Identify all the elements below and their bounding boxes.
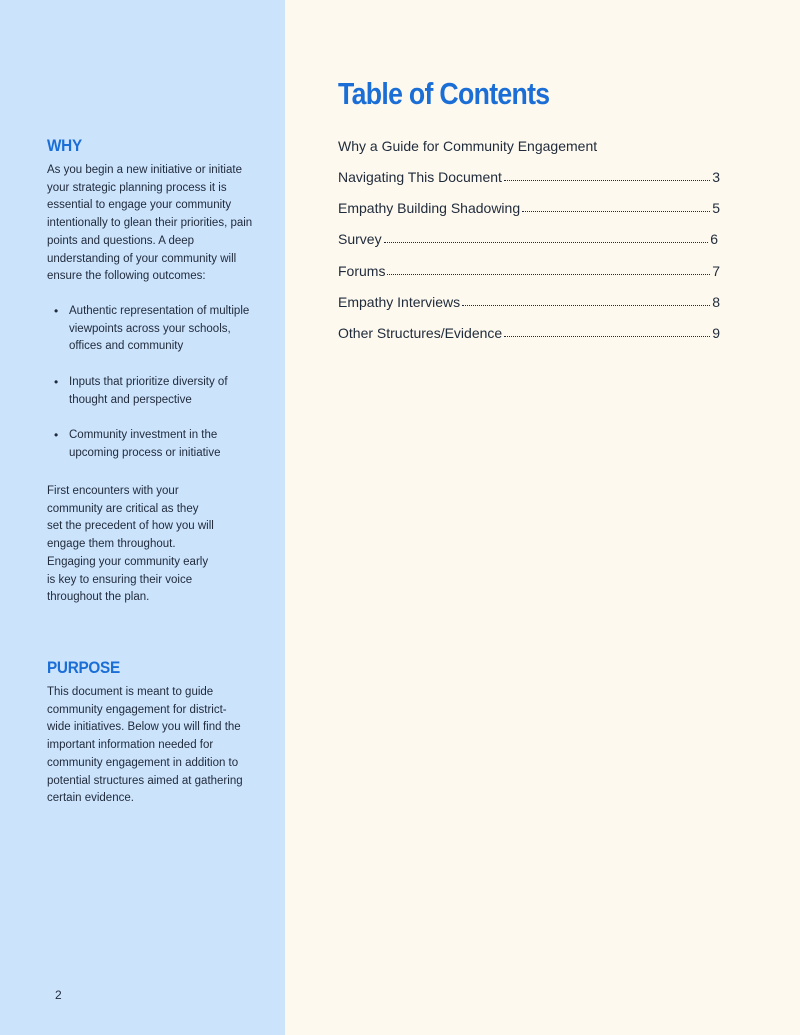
toc-entry[interactable] bbox=[338, 231, 718, 247]
toc-entry-page: 7 bbox=[712, 263, 720, 279]
outcomes-list bbox=[47, 303, 267, 356]
list-item: • Inputs that prioritize diversity of thought and perspective bbox=[47, 374, 267, 409]
toc-leader-dots bbox=[504, 180, 710, 181]
toc-title: Table of Contents bbox=[338, 76, 550, 111]
toc-leader-dots bbox=[504, 336, 710, 337]
purpose-heading: PURPOSE bbox=[47, 658, 120, 677]
toc-entry[interactable] bbox=[338, 138, 720, 154]
page-number: 2 bbox=[55, 988, 62, 1002]
outcomes-list bbox=[47, 374, 267, 409]
toc-entry-page: 8 bbox=[712, 294, 720, 310]
why-closing: First encounters with your community are critical as they set the precedent of how you will engage them throughout. Engaging your community early is key to ensuring their voice throughout the plan. bbox=[47, 485, 214, 604]
toc-entry-page: 5 bbox=[712, 200, 720, 216]
toc-entry[interactable] bbox=[338, 294, 720, 310]
toc-entry-label: Forums bbox=[338, 263, 386, 279]
toc-leader-dots bbox=[462, 305, 710, 306]
toc-entry-label: Navigating This Document bbox=[338, 169, 502, 185]
toc-entry-label: Other Structures/Evidence bbox=[338, 325, 503, 341]
toc-entry-page: 6 bbox=[710, 231, 718, 247]
toc-entry-page: 3 bbox=[712, 169, 720, 185]
toc-entry-page: 9 bbox=[712, 325, 720, 341]
toc-leader-dots bbox=[522, 211, 710, 212]
outcomes-list bbox=[47, 427, 267, 462]
purpose-text: This document is meant to guide community engagement for district- wide initiatives. Below you will find the important information needed for community engagement in addition to potential structures aimed at gathering certain evidence. bbox=[47, 686, 243, 805]
toc-entry-label: Why a Guide for Community Engagement bbox=[338, 138, 598, 154]
toc-entry-label: Survey bbox=[338, 231, 382, 247]
toc-entry-label: Empathy Building Shadowing bbox=[338, 200, 521, 216]
list-item: • Authentic representation of multiple viewpoints across your schools, offices and community bbox=[47, 303, 267, 356]
why-heading: WHY bbox=[47, 136, 82, 155]
toc-entry[interactable] bbox=[338, 263, 720, 279]
why-intro: As you begin a new initiative or initiate your strategic planning process it is essential to engage your community intentionally to glean their priorities, pain points and questions. A deep understanding of your community will ensure the following outcomes: bbox=[47, 164, 253, 283]
list-item: • Community investment in the upcoming process or initiative bbox=[47, 427, 267, 462]
toc-leader-dots bbox=[387, 274, 710, 275]
toc-entry[interactable] bbox=[338, 325, 720, 341]
toc-entry[interactable] bbox=[338, 169, 720, 185]
toc-leader-dots bbox=[384, 242, 709, 243]
toc-entry-label: Empathy Interviews bbox=[338, 294, 461, 310]
toc-entry[interactable] bbox=[338, 200, 720, 216]
